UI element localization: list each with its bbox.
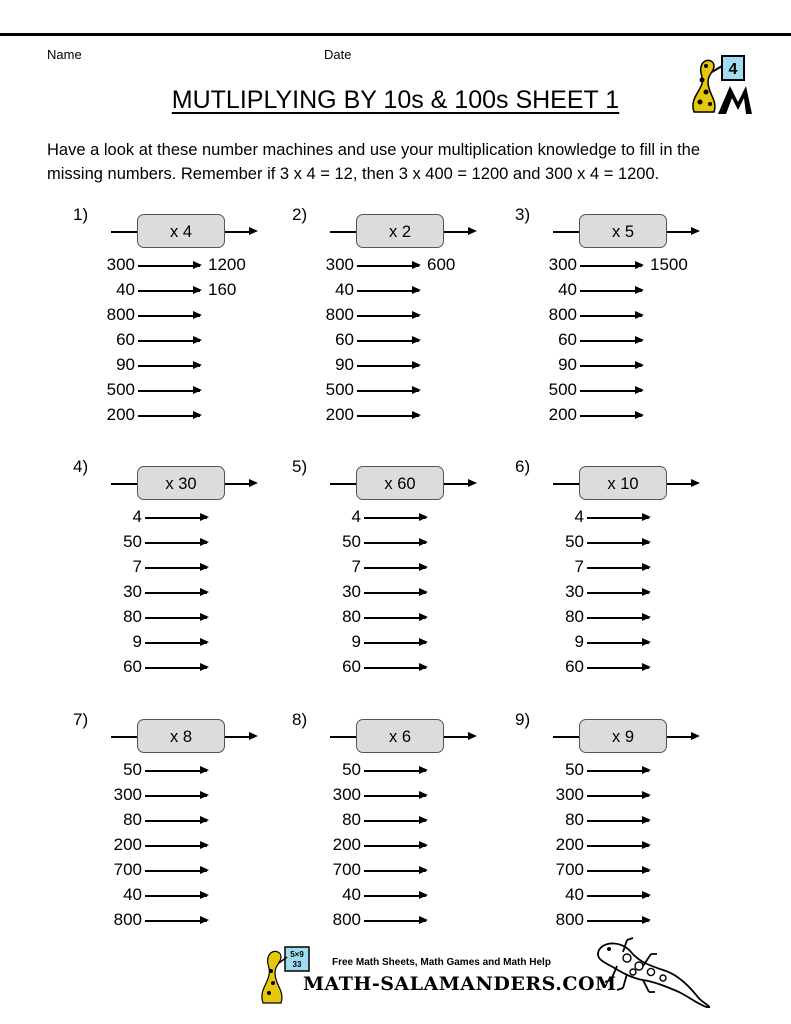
instructions: Have a look at these number machines and use your multiplication knowledge to fill in the missing numbers. Remember if 3 x 4 = 12, then 3 x 400 = 1200 and 300 x 4 = 1200. bbox=[47, 141, 701, 183]
input-number: 40 bbox=[335, 280, 354, 299]
problem-9 bbox=[515, 710, 745, 940]
arrow-right-icon bbox=[364, 870, 426, 872]
arrow-right-icon bbox=[145, 770, 207, 772]
input-number: 80 bbox=[342, 810, 361, 829]
arrow-right-icon bbox=[580, 365, 642, 367]
list-item bbox=[325, 255, 507, 275]
arrow-right-icon bbox=[357, 390, 419, 392]
arrow-right-icon bbox=[587, 920, 649, 922]
arrow-right-icon bbox=[587, 895, 649, 897]
list-item bbox=[574, 632, 737, 652]
list-item bbox=[342, 657, 514, 677]
footer-brand-name: MATH-SALAMANDERS.COM bbox=[303, 973, 617, 995]
input-number: 80 bbox=[123, 810, 142, 829]
arrow-right-icon bbox=[145, 592, 207, 594]
list-item bbox=[332, 785, 514, 805]
list-item bbox=[132, 507, 295, 527]
input-number: 60 bbox=[123, 657, 142, 676]
input-number: 200 bbox=[548, 405, 577, 424]
input-number: 300 bbox=[555, 785, 584, 804]
input-number: 200 bbox=[325, 405, 354, 424]
list-item bbox=[116, 280, 288, 300]
list-item bbox=[565, 607, 737, 627]
machine-operation: x 2 bbox=[356, 214, 444, 248]
arrow-right-icon bbox=[587, 820, 649, 822]
problem-number: 4) bbox=[73, 457, 89, 476]
input-number: 50 bbox=[123, 760, 142, 779]
problem-number: 9) bbox=[515, 710, 531, 729]
arrow-right-icon bbox=[138, 340, 200, 342]
input-number: 60 bbox=[342, 657, 361, 676]
arrow-right-icon bbox=[364, 642, 426, 644]
list-item bbox=[555, 860, 737, 880]
input-number: 50 bbox=[565, 532, 584, 551]
list-item bbox=[565, 532, 737, 552]
arrow-right-icon bbox=[587, 567, 649, 569]
input-number: 500 bbox=[106, 380, 135, 399]
logo-number: 4 bbox=[728, 61, 738, 78]
input-number: 800 bbox=[548, 305, 577, 324]
arrow-right-icon bbox=[138, 365, 200, 367]
problem-6 bbox=[515, 457, 745, 687]
list-item bbox=[106, 405, 288, 425]
answer-field[interactable]: 160 bbox=[208, 280, 237, 299]
list-item bbox=[565, 810, 737, 830]
arrow-right-icon bbox=[357, 365, 419, 367]
list-item bbox=[332, 860, 514, 880]
list-item bbox=[123, 607, 295, 627]
input-number: 40 bbox=[342, 885, 361, 904]
arrow-right-icon bbox=[145, 920, 207, 922]
list-item bbox=[351, 632, 514, 652]
list-item bbox=[335, 280, 507, 300]
arrow-right-icon bbox=[357, 415, 419, 417]
list-item bbox=[342, 760, 514, 780]
arrow-right-icon bbox=[138, 415, 200, 417]
arrow-right-icon bbox=[145, 667, 207, 669]
top-rule bbox=[0, 33, 791, 36]
input-number: 50 bbox=[342, 760, 361, 779]
list-item bbox=[565, 657, 737, 677]
arrow-right-icon bbox=[587, 517, 649, 519]
list-item bbox=[123, 582, 295, 602]
input-number: 300 bbox=[325, 255, 354, 274]
arrow-right-icon bbox=[364, 795, 426, 797]
machine-arrowhead-icon bbox=[468, 227, 477, 235]
list-item bbox=[335, 355, 507, 375]
arrow-right-icon bbox=[364, 770, 426, 772]
input-number: 40 bbox=[123, 885, 142, 904]
arrow-right-icon bbox=[357, 340, 419, 342]
machine-arrowhead-icon bbox=[691, 732, 700, 740]
input-number: 30 bbox=[565, 582, 584, 601]
input-number: 300 bbox=[332, 785, 361, 804]
input-number: 30 bbox=[123, 582, 142, 601]
list-item bbox=[342, 532, 514, 552]
machine-operation: x 6 bbox=[356, 719, 444, 753]
list-item bbox=[548, 405, 730, 425]
list-item bbox=[565, 582, 737, 602]
input-number: 800 bbox=[555, 910, 584, 929]
input-number: 50 bbox=[123, 532, 142, 551]
problem-3 bbox=[515, 205, 745, 435]
machine-operation: x 30 bbox=[137, 466, 225, 500]
list-item bbox=[555, 910, 737, 930]
list-item bbox=[132, 632, 295, 652]
list-item bbox=[123, 810, 295, 830]
footer-tagline: Free Math Sheets, Math Games and Math Help bbox=[332, 957, 551, 968]
footer-brand bbox=[255, 945, 617, 1005]
arrow-right-icon bbox=[587, 667, 649, 669]
machine-arrowhead-icon bbox=[249, 479, 258, 487]
arrow-right-icon bbox=[580, 265, 642, 267]
machine-operation: x 8 bbox=[137, 719, 225, 753]
input-number: 90 bbox=[335, 355, 354, 374]
list-item bbox=[342, 810, 514, 830]
list-item bbox=[325, 405, 507, 425]
input-number: 90 bbox=[116, 355, 135, 374]
list-item bbox=[123, 532, 295, 552]
list-item bbox=[555, 835, 737, 855]
machine-arrowhead-icon bbox=[691, 227, 700, 235]
list-item bbox=[555, 785, 737, 805]
name-label: Name bbox=[47, 47, 82, 62]
arrow-right-icon bbox=[364, 845, 426, 847]
arrow-right-icon bbox=[580, 290, 642, 292]
problem-number: 6) bbox=[515, 457, 531, 476]
input-number: 200 bbox=[555, 835, 584, 854]
list-item bbox=[342, 582, 514, 602]
list-item bbox=[325, 305, 507, 325]
input-number: 40 bbox=[565, 885, 584, 904]
svg-text:5×9: 5×9 bbox=[290, 950, 304, 959]
arrow-right-icon bbox=[364, 820, 426, 822]
arrow-right-icon bbox=[145, 820, 207, 822]
input-number: 700 bbox=[332, 860, 361, 879]
arrow-right-icon bbox=[364, 920, 426, 922]
input-number: 60 bbox=[558, 330, 577, 349]
machine-arrowhead-icon bbox=[249, 227, 258, 235]
input-number: 800 bbox=[106, 305, 135, 324]
input-number: 90 bbox=[558, 355, 577, 374]
problem-7 bbox=[73, 710, 303, 940]
arrow-right-icon bbox=[587, 870, 649, 872]
arrow-right-icon bbox=[145, 567, 207, 569]
list-item bbox=[116, 355, 288, 375]
list-item bbox=[123, 885, 295, 905]
input-number: 40 bbox=[558, 280, 577, 299]
list-item bbox=[325, 380, 507, 400]
input-number: 80 bbox=[123, 607, 142, 626]
arrow-right-icon bbox=[364, 667, 426, 669]
input-number: 500 bbox=[325, 380, 354, 399]
page-title: MUTLIPLYING BY 10s & 100s SHEET 1 bbox=[171, 86, 620, 114]
input-number: 800 bbox=[113, 910, 142, 929]
arrow-right-icon bbox=[580, 315, 642, 317]
arrow-right-icon bbox=[364, 567, 426, 569]
input-number: 200 bbox=[332, 835, 361, 854]
answer-field[interactable]: 1200 bbox=[208, 255, 246, 274]
list-item bbox=[113, 785, 295, 805]
input-number: 9 bbox=[132, 632, 142, 651]
input-number: 200 bbox=[106, 405, 135, 424]
list-item bbox=[132, 557, 295, 577]
machine-operation: x 10 bbox=[579, 466, 667, 500]
problem-5 bbox=[292, 457, 522, 687]
arrow-right-icon bbox=[587, 845, 649, 847]
input-number: 60 bbox=[565, 657, 584, 676]
arrow-right-icon bbox=[145, 517, 207, 519]
machine-arrowhead-icon bbox=[691, 479, 700, 487]
input-number: 700 bbox=[555, 860, 584, 879]
input-number: 7 bbox=[574, 557, 584, 576]
problem-number: 8) bbox=[292, 710, 308, 729]
input-number: 300 bbox=[548, 255, 577, 274]
arrow-right-icon bbox=[145, 895, 207, 897]
problem-number: 2) bbox=[292, 205, 308, 224]
input-number: 4 bbox=[132, 507, 142, 526]
arrow-right-icon bbox=[364, 617, 426, 619]
arrow-right-icon bbox=[138, 315, 200, 317]
arrow-right-icon bbox=[364, 895, 426, 897]
input-number: 300 bbox=[113, 785, 142, 804]
list-item bbox=[332, 910, 514, 930]
input-number: 800 bbox=[332, 910, 361, 929]
arrow-right-icon bbox=[138, 265, 200, 267]
arrow-right-icon bbox=[580, 340, 642, 342]
answer-field[interactable]: 600 bbox=[427, 255, 456, 274]
arrow-right-icon bbox=[138, 390, 200, 392]
input-number: 50 bbox=[565, 760, 584, 779]
machine-operation: x 4 bbox=[137, 214, 225, 248]
list-item bbox=[548, 255, 730, 275]
list-item bbox=[548, 380, 730, 400]
machine-operation: x 60 bbox=[356, 466, 444, 500]
list-item bbox=[116, 330, 288, 350]
arrow-right-icon bbox=[587, 592, 649, 594]
arrow-right-icon bbox=[145, 642, 207, 644]
arrow-right-icon bbox=[364, 517, 426, 519]
machine-operation: x 5 bbox=[579, 214, 667, 248]
input-number: 9 bbox=[351, 632, 361, 651]
lizard-icon bbox=[593, 936, 713, 1008]
input-number: 40 bbox=[116, 280, 135, 299]
input-number: 80 bbox=[565, 607, 584, 626]
list-item bbox=[332, 835, 514, 855]
list-item bbox=[335, 330, 507, 350]
list-item bbox=[574, 507, 737, 527]
problem-2 bbox=[292, 205, 522, 435]
problem-1 bbox=[73, 205, 303, 435]
input-number: 700 bbox=[113, 860, 142, 879]
list-item bbox=[574, 557, 737, 577]
arrow-right-icon bbox=[357, 265, 419, 267]
arrow-right-icon bbox=[138, 290, 200, 292]
input-number: 9 bbox=[574, 632, 584, 651]
answer-field[interactable]: 1500 bbox=[650, 255, 688, 274]
arrow-right-icon bbox=[145, 845, 207, 847]
date-label: Date bbox=[324, 47, 352, 62]
list-item bbox=[123, 657, 295, 677]
arrow-right-icon bbox=[145, 617, 207, 619]
list-item bbox=[548, 305, 730, 325]
arrow-right-icon bbox=[587, 795, 649, 797]
arrow-right-icon bbox=[357, 315, 419, 317]
input-number: 60 bbox=[335, 330, 354, 349]
arrow-right-icon bbox=[145, 870, 207, 872]
problem-8 bbox=[292, 710, 522, 940]
list-item bbox=[113, 860, 295, 880]
salamander-logo-icon bbox=[684, 50, 754, 116]
input-number: 80 bbox=[342, 607, 361, 626]
list-item bbox=[113, 835, 295, 855]
input-number: 7 bbox=[132, 557, 142, 576]
arrow-right-icon bbox=[580, 390, 642, 392]
arrow-right-icon bbox=[145, 795, 207, 797]
input-number: 60 bbox=[116, 330, 135, 349]
list-item bbox=[351, 557, 514, 577]
list-item bbox=[123, 760, 295, 780]
input-number: 300 bbox=[106, 255, 135, 274]
problem-number: 1) bbox=[73, 205, 89, 224]
problem-number: 3) bbox=[515, 205, 531, 224]
arrow-right-icon bbox=[587, 642, 649, 644]
arrow-right-icon bbox=[357, 290, 419, 292]
list-item bbox=[106, 305, 288, 325]
arrow-right-icon bbox=[587, 542, 649, 544]
input-number: 800 bbox=[325, 305, 354, 324]
arrow-right-icon bbox=[587, 770, 649, 772]
arrow-right-icon bbox=[145, 542, 207, 544]
machine-arrowhead-icon bbox=[468, 732, 477, 740]
input-number: 200 bbox=[113, 835, 142, 854]
list-item bbox=[565, 760, 737, 780]
list-item bbox=[342, 607, 514, 627]
list-item bbox=[351, 507, 514, 527]
problem-number: 5) bbox=[292, 457, 308, 476]
problem-number: 7) bbox=[73, 710, 89, 729]
arrow-right-icon bbox=[587, 617, 649, 619]
list-item bbox=[113, 910, 295, 930]
problem-4 bbox=[73, 457, 303, 687]
list-item bbox=[342, 885, 514, 905]
list-item bbox=[106, 255, 288, 275]
list-item bbox=[558, 280, 730, 300]
input-number: 30 bbox=[342, 582, 361, 601]
svg-text:33: 33 bbox=[292, 960, 302, 969]
input-number: 80 bbox=[565, 810, 584, 829]
arrow-right-icon bbox=[580, 415, 642, 417]
arrow-right-icon bbox=[364, 542, 426, 544]
machine-operation: x 9 bbox=[579, 719, 667, 753]
list-item bbox=[558, 355, 730, 375]
input-number: 500 bbox=[548, 380, 577, 399]
input-number: 7 bbox=[351, 557, 361, 576]
input-number: 4 bbox=[574, 507, 584, 526]
input-number: 4 bbox=[351, 507, 361, 526]
input-number: 50 bbox=[342, 532, 361, 551]
list-item bbox=[558, 330, 730, 350]
machine-arrowhead-icon bbox=[468, 479, 477, 487]
arrow-right-icon bbox=[364, 592, 426, 594]
machine-arrowhead-icon bbox=[249, 732, 258, 740]
list-item bbox=[565, 885, 737, 905]
list-item bbox=[106, 380, 288, 400]
